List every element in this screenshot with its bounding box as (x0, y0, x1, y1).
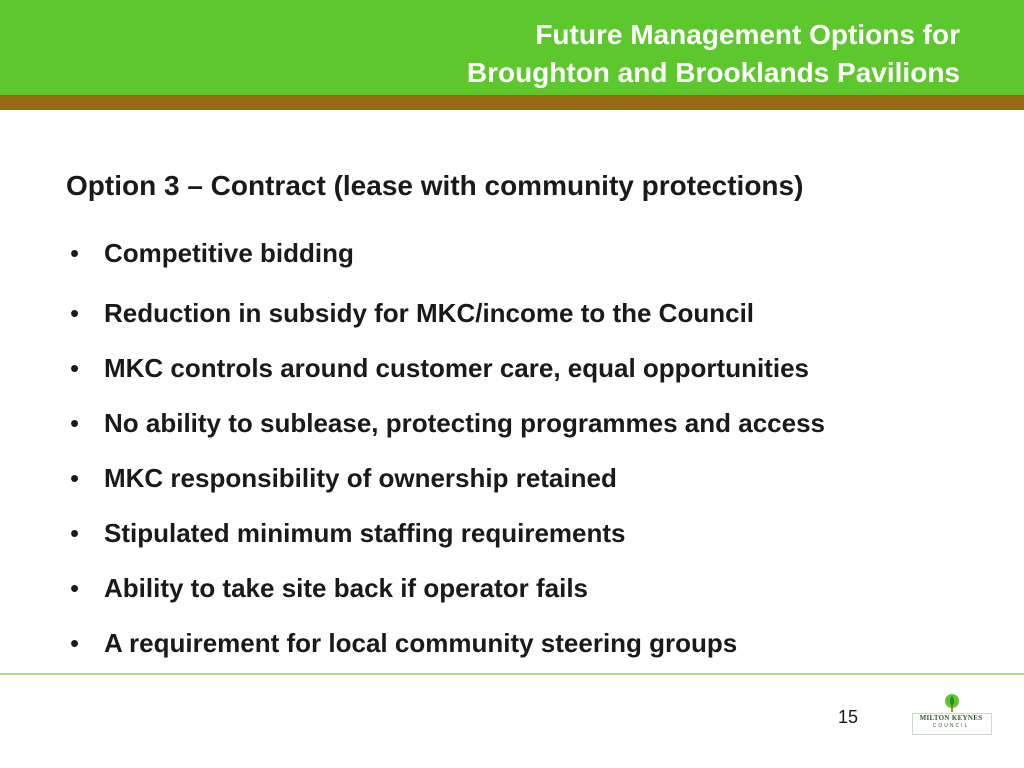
bullet-text: No ability to sublease, protecting programmes and access (104, 408, 825, 438)
bullet-text: MKC controls around customer care, equal opportunities (104, 353, 809, 383)
slide-title-line-2: Broughton and Brooklands Pavilions (466, 57, 960, 88)
logo-subtitle: COUNCIL (932, 723, 970, 729)
bullet-text: A requirement for local community steering groups (104, 628, 738, 658)
bullet-icon: • (70, 353, 80, 383)
page-number: 15 (838, 707, 859, 727)
bullet-icon: • (70, 573, 80, 603)
option-heading: Option 3 – Contract (lease with community protections) (66, 170, 804, 201)
council-logo (912, 693, 992, 737)
bullet-icon: • (70, 628, 80, 658)
bullet-text: MKC responsibility of ownership retained (104, 463, 617, 493)
header-stripe (0, 95, 1024, 110)
bullet-icon: • (70, 518, 80, 548)
bullet-text: Competitive bidding (104, 238, 354, 268)
bullet-text: Reduction in subsidy for MKC/income to the Council (104, 298, 755, 328)
bullet-icon: • (70, 463, 80, 493)
bullet-icon: • (70, 408, 80, 438)
bullet-text: Stipulated minimum staffing requirements (104, 518, 626, 548)
bullet-icon: • (70, 238, 80, 268)
tree-logo-icon (943, 693, 961, 713)
slide-title (260, 16, 960, 92)
logo-name: MILTON KEYNES (919, 714, 983, 722)
bullet-icon: • (70, 298, 80, 328)
footer-divider (0, 673, 1024, 675)
slide-title-line-1: Future Management Options for (535, 19, 960, 50)
bullet-text: Ability to take site back if operator fails (104, 573, 589, 603)
